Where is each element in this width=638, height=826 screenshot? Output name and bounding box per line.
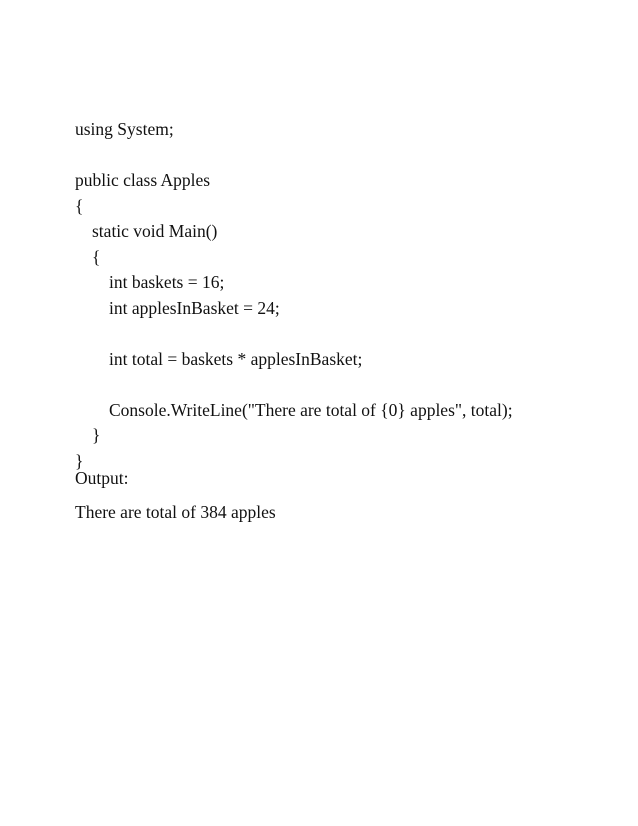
code-line-total: int total = baskets * applesInBasket; (109, 348, 363, 369)
code-line-class-close-brace: } (75, 450, 84, 471)
code-line-using: using System; (75, 119, 174, 139)
code-line-blank (75, 372, 615, 398)
output-text: There are total of 384 apples (75, 502, 276, 522)
code-line-main-close-brace: } (92, 425, 101, 445)
code-line-console-writeline: Console.WriteLine("There are total of {0} apples", total); (109, 399, 513, 420)
code-line-blank (75, 143, 615, 169)
output-label: Output: (75, 468, 129, 488)
code-line-baskets: int baskets = 16; (109, 272, 225, 292)
code-line-main-open-brace: { (92, 246, 101, 267)
code-block (75, 117, 615, 474)
code-line-class-open-brace: { (75, 195, 84, 216)
code-line-class-declaration: public class Apples (75, 170, 211, 190)
code-line-main-declaration: static void Main() (92, 221, 218, 241)
code-line-blank (75, 321, 615, 347)
code-line-apples-in-basket: int applesInBasket = 24; (109, 297, 280, 318)
